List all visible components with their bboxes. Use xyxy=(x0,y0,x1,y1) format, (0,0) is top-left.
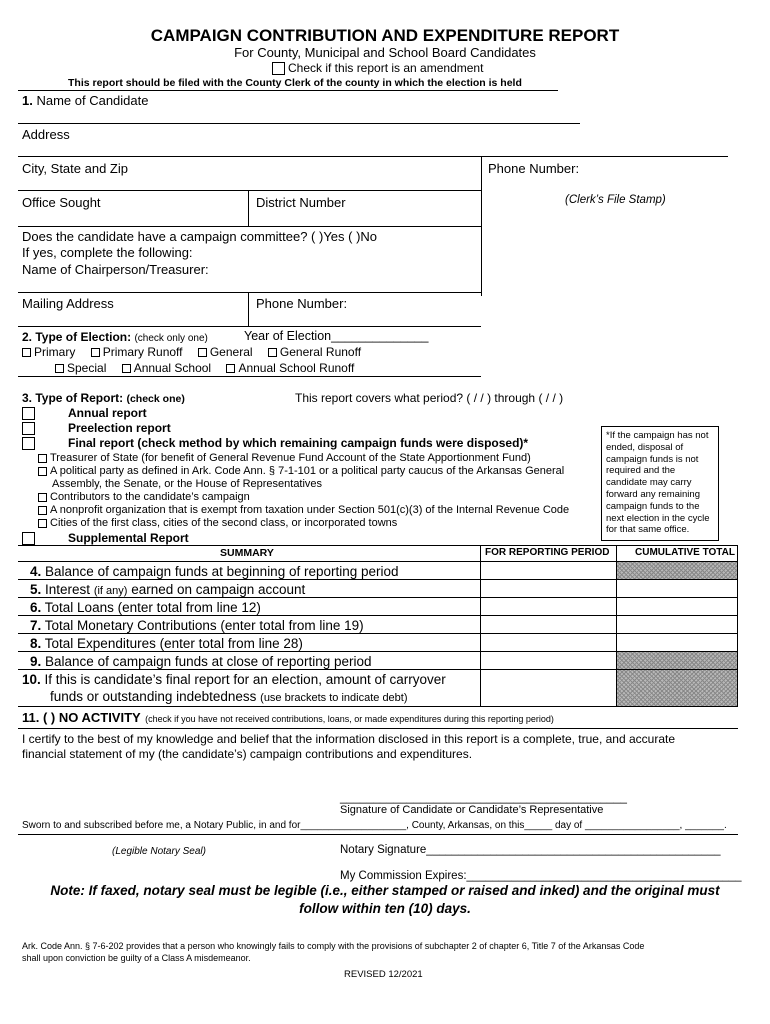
summary-line-8: 8. Total Expenditures (enter total from line 28) xyxy=(30,636,303,651)
nonprofit-checkbox[interactable] xyxy=(38,506,47,515)
special-label: Special xyxy=(67,361,107,375)
amendment-row xyxy=(272,61,483,75)
commission-expires[interactable]: My Commission Expires:___________________________________________ xyxy=(340,870,742,882)
report-type-label: 3. Type of Report: (check one) xyxy=(22,391,185,405)
election-options-row2 xyxy=(55,361,354,375)
general-label: General xyxy=(209,345,253,359)
signature-line[interactable]: ___________________________________________ xyxy=(340,790,627,804)
signature-label: Signature of Candidate or Candidate’s Representative xyxy=(340,804,604,816)
summary-header: SUMMARY xyxy=(220,547,274,559)
cumulative-shaded-line4 xyxy=(617,562,737,579)
year-of-election-label: Year of Election______________ xyxy=(244,329,429,343)
political-party-label: A political party as defined in Ark. Code Ann. § 7-1-101 or a political party caucus of the Arkansas General xyxy=(50,465,565,477)
no-activity-row: 11. ( ) NO ACTIVITY (check if you have not received contributions, loans, or made expenditures during this reporting period) xyxy=(22,710,554,725)
amendment-checkbox[interactable] xyxy=(272,62,285,75)
summary-line-10: 10. If this is candidate’s final report for an election, amount of carryover xyxy=(22,672,446,687)
general-runoff-label: General Runoff xyxy=(279,345,362,359)
election-type-label: 2. Type of Election: (check only one) xyxy=(22,330,208,344)
candidate-name-label: 1. Name of Candidate xyxy=(22,93,149,108)
special-checkbox[interactable] xyxy=(55,364,64,373)
form-subtitle: For County, Municipal and School Board Candidates xyxy=(234,45,536,60)
fax-note-line1: Note: If faxed, notary seal must be legible (i.e., either stamped or raised and inked) and the original must xyxy=(50,883,720,898)
supplemental-report-label: Supplemental Report xyxy=(68,531,189,545)
annual-school-runoff-checkbox[interactable] xyxy=(226,364,235,373)
phone-number-2-label: Phone Number: xyxy=(256,296,348,311)
carryover-footnote: *If the campaign has not ended, disposal of campaign funds is not required and the candidate may carry forward any remaining campaign funds to the next election in the cycle for that same office. xyxy=(606,430,710,536)
contributors-checkbox[interactable] xyxy=(38,493,47,502)
form-title: CAMPAIGN CONTRIBUTION AND EXPENDITURE REPORT xyxy=(150,26,620,45)
legible-notary-seal: (Legible Notary Seal) xyxy=(112,846,206,857)
amendment-label: Check if this report is an amendment xyxy=(288,61,484,75)
committee-question: Does the candidate have a campaign committee? ( )Yes ( )No xyxy=(22,229,378,244)
if-yes-label: If yes, complete the following: xyxy=(22,245,193,260)
disposal-methods xyxy=(38,452,569,530)
mailing-address-label: Mailing Address xyxy=(22,296,114,311)
phone-label: Phone Number: xyxy=(488,161,580,176)
statute-text-2: shall upon conviction be guilty of a Class A misdemeanor. xyxy=(22,953,251,963)
nonprofit-label: A nonprofit organization that is exempt from taxation under Section 501(c)(3) of the Internal Revenue Code xyxy=(50,504,570,516)
annual-school-checkbox[interactable] xyxy=(122,364,131,373)
summary-line-7: 7. Total Monetary Contributions (enter total from line 19) xyxy=(30,618,364,633)
summary-line-9: 9. Balance of campaign funds at close of reporting period xyxy=(30,654,372,669)
certify-text-1: I certify to the best of my knowledge and belief that the information disclosed in this report is a complete, true, and accurate xyxy=(22,732,676,746)
primary-label: Primary xyxy=(34,345,76,359)
col-reporting-period: FOR REPORTING PERIOD xyxy=(485,547,610,558)
summary-line-5: 5. Interest (if any) earned on campaign account xyxy=(30,582,306,597)
cumulative-shaded-line9 xyxy=(617,652,737,669)
annual-report-label: Annual report xyxy=(68,406,147,420)
preelection-report-label: Preelection report xyxy=(68,421,171,435)
general-checkbox[interactable] xyxy=(198,348,207,357)
annual-school-label: Annual School xyxy=(133,361,212,375)
general-runoff-checkbox[interactable] xyxy=(268,348,277,357)
city-label: City, State and Zip xyxy=(22,161,128,176)
summary-line-6: 6. Total Loans (enter total from line 12) xyxy=(30,600,261,615)
cities-label: Cities of the first class, cities of the second class, or incorporated towns xyxy=(50,517,398,529)
report-period-label: This report covers what period? ( / / ) through ( / / ) xyxy=(295,391,564,405)
annual-school-runoff-label: Annual School Runoff xyxy=(238,361,355,375)
election-options-row1 xyxy=(22,345,361,359)
primary-runoff-checkbox[interactable] xyxy=(91,348,100,357)
office-sought-label: Office Sought xyxy=(22,195,101,210)
primary-checkbox[interactable] xyxy=(22,348,31,357)
notary-signature[interactable]: Notary Signature______________________________________________ xyxy=(340,844,721,856)
primary-runoff-label: Primary Runoff xyxy=(102,345,183,359)
political-party-label-cont: Assembly, the Senate, or the House of Representatives xyxy=(52,478,323,490)
final-report-label: Final report (check method by which remaining campaign funds were disposed)* xyxy=(68,436,529,450)
final-report-checkbox[interactable] xyxy=(22,435,38,453)
cities-checkbox[interactable] xyxy=(38,519,47,528)
district-number-label: District Number xyxy=(256,195,346,210)
col-cumulative-total: CUMULATIVE TOTAL xyxy=(635,547,735,558)
treasurer-checkbox[interactable] xyxy=(38,454,47,463)
statute-text-1: Ark. Code Ann. § 7-6-202 provides that a person who knowingly fails to comply with the provisions of subchapter 2 of chapter 6, Title 7 of the Arkansas Code xyxy=(22,941,645,951)
filing-note: This report should be filed with the County Clerk of the county in which the election is held xyxy=(68,77,522,89)
summary-line-4: 4. Balance of campaign funds at beginning of reporting period xyxy=(30,564,399,579)
contributors-label: Contributors to the candidate’s campaign xyxy=(50,491,250,503)
clerk-file-stamp: (Clerk’s File Stamp) xyxy=(565,194,666,206)
cumulative-shaded-line10 xyxy=(617,670,737,706)
treasurer-label: Treasurer of State (for benefit of General Revenue Fund Account of the State Apportionment Fund) xyxy=(50,452,531,464)
political-party-checkbox[interactable] xyxy=(38,467,47,476)
certify-text-2: financial statement of my (the candidate’s) campaign contributions and expenditures. xyxy=(22,747,473,761)
chairperson-label: Name of Chairperson/Treasurer: xyxy=(22,262,209,277)
summary-line-10-cont: funds or outstanding indebtedness (use brackets to indicate debt) xyxy=(50,689,408,704)
revised-date: REVISED 12/2021 xyxy=(344,969,423,980)
fax-note-line2: follow within ten (10) days. xyxy=(299,901,471,916)
address-label: Address xyxy=(22,127,70,142)
sworn-statement: Sworn to and subscribed before me, a Notary Public, in and for___________________, County, Arkansas, on this_____ day of _________________, _______. xyxy=(22,820,727,831)
